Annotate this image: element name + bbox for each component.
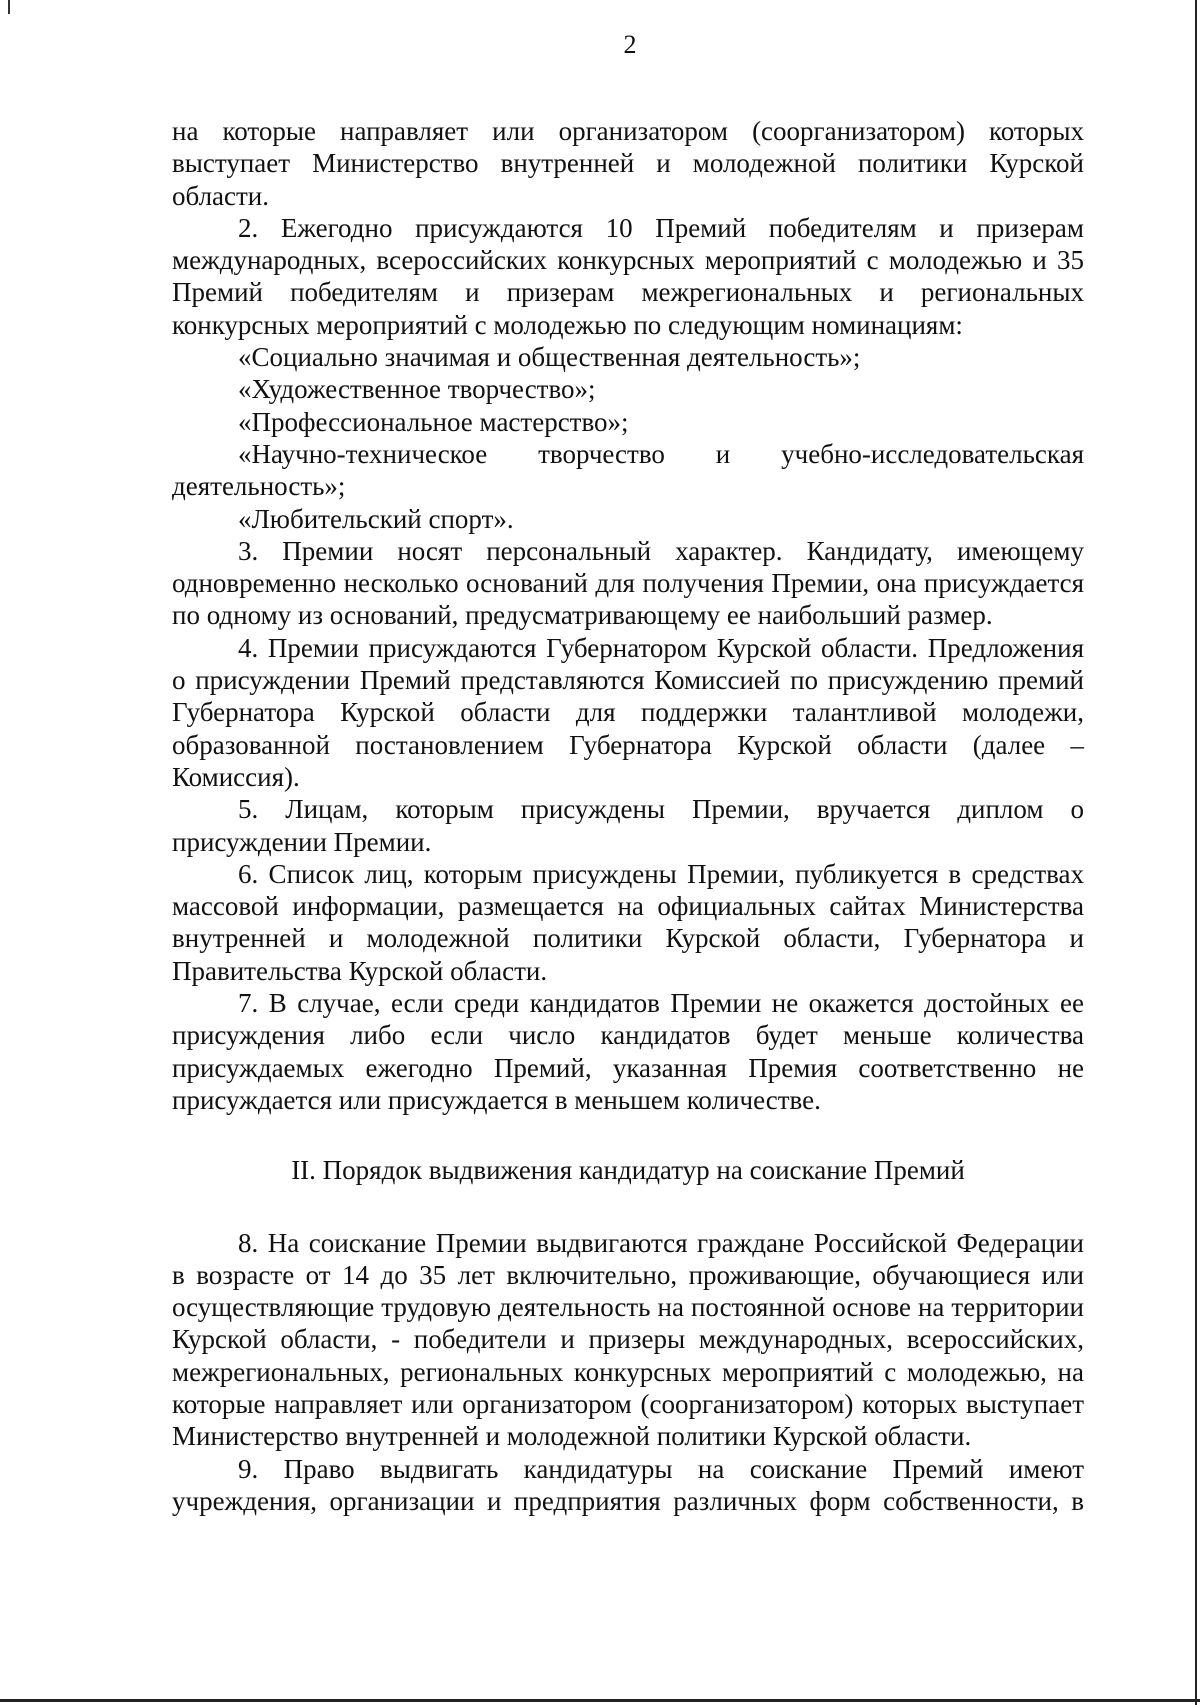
- nomination-social: «Социально значимая и общественная деятельность»;: [238, 342, 861, 373]
- nomination-art: «Художественное творчество»;: [238, 374, 596, 405]
- paragraph-item-4: 4. Премии присуждаются Губернатором Курской области. Предложения о присуждении Премий представляются Комиссией по присуждению премий Губернатора Курской области для поддержки талантливой молодежи, образованной постановлением Губернатора Курской области (далее – Комиссия).: [172, 632, 1084, 792]
- paragraph-item-9: 9. Право выдвигать кандидатуры на соискание Премий имеют учреждения, организации и предприятия различных форм собственности, в: [172, 1453, 1084, 1516]
- paragraph-item-8: 8. На соискание Премии выдвигаются граждане Российской Федерации в возрасте от 14 до 35 лет включительно, проживающие, обучающиеся или осуществляющие трудовую деятельность на постоянной основе на территории Курской области, - победители и призеры международных, всероссийских, межрегиональных, региональных конкурсных мероприятий с молодежью, на которые направляет или организатором (соорганизатором) которых выступает Министерство внутренней и молодежной политики Курской области.: [172, 1227, 1084, 1452]
- scan-border-bottom: [0, 1699, 1200, 1702]
- paragraph-continuation: на которые направляет или организатором (соорганизатором) которых выступает Министерство внутренней и молодежной политики Курской области.: [172, 116, 1084, 211]
- scan-border-right: [1195, 0, 1197, 1705]
- paragraph-item-2: 2. Ежегодно присуждаются 10 Премий победителям и призерам международных, всероссийских конкурсных мероприятий с молодежью и 35 Премий победителям и призерам межрегиональных и региональных конкурсных мероприятий с молодежью по следующим номинациям:: [172, 212, 1084, 340]
- nomination-sport: «Любительский спорт».: [238, 503, 514, 534]
- section-heading: II. Порядок выдвижения кандидатур на соискание Премий: [291, 1155, 965, 1186]
- nomination-science: «Научно-техническое творчество и учебно-исследовательская деятельность»;: [172, 438, 1084, 502]
- document-page: [172, 115, 1084, 1517]
- paragraph-item-5: 5. Лицам, которым присуждены Премии, вручается диплом о присуждении Премии.: [172, 794, 1084, 857]
- paragraph-item-7: 7. В случае, если среди кандидатов Премии не окажется достойных ее присуждения либо если число кандидатов будет меньше количества присуждаемых ежегодно Премий, указанная Премия соответственно не присуждается или присуждается в меньшем количестве.: [172, 988, 1084, 1115]
- page-number: 2: [623, 30, 637, 59]
- paragraph-item-3: 3. Премии носят персональный характер. Кандидату, имеющему одновременно несколько оснований для получения Премии, она присуждается по одному из оснований, предусматривающему ее наибольший размер.: [172, 535, 1084, 631]
- scan-edge-mark: [8, 0, 10, 14]
- paragraph-item-6: 6. Список лиц, которым присуждены Премии, публикуется в средствах массовой информации, размещается на официальных сайтах Министерства внутренней и молодежной политики Курской области, Губернатора и Правительства Курской области.: [172, 858, 1084, 986]
- nomination-professional: «Профессиональное мастерство»;: [238, 406, 629, 437]
